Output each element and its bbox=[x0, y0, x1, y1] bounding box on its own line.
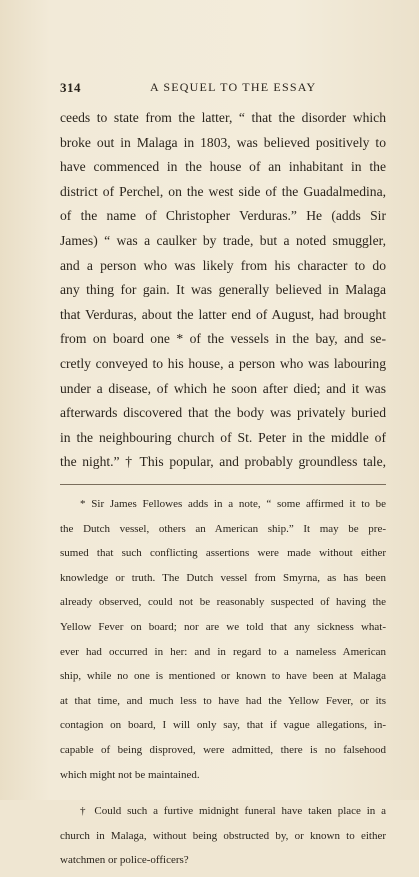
footnote-gap bbox=[60, 791, 386, 803]
footnote-line: church in Malaga, without being obstructed by, or known to either bbox=[60, 829, 386, 842]
footnote-line: at that time, and much less to have had the Yellow Fever, or its bbox=[60, 694, 386, 707]
footnote-line: † Could such a furtive midnight funeral have taken place in a bbox=[80, 805, 386, 818]
footnote-line: watchmen or police-officers? bbox=[60, 854, 189, 867]
text-line: afterwards discovered that the body was privately buried bbox=[60, 405, 386, 421]
text-line: under a disease, of which he soon after died; and it was bbox=[60, 380, 386, 396]
text-line: James) “ was a caulker by trade, but a noted smuggler, bbox=[60, 232, 386, 248]
text-line: district of Perchel, on the west side of the Guadalmedina, bbox=[60, 183, 386, 199]
text-line: cretly conveyed to his house, a person who was labouring bbox=[60, 355, 386, 371]
text-line: and a person who was likely from his character to do bbox=[60, 257, 386, 273]
footnote-line: contagion on board, I will only say, that if vague allegations, in- bbox=[60, 719, 386, 732]
text-line: have commenced in the house of an inhabitant in the bbox=[60, 159, 386, 175]
text-line: any thing for gain. It was generally believed in Malaga bbox=[60, 282, 386, 298]
footnote-line: Yellow Fever on board; nor are we told that any sickness what- bbox=[60, 620, 386, 633]
footnote-line: ever had occurred in her: and in regard to a nameless American bbox=[60, 645, 386, 658]
text-line: from on board one * of the vessels in the bay, and se- bbox=[60, 331, 386, 347]
text-line: broke out in Malaga in 1803, was believed positively to bbox=[60, 134, 386, 150]
footnote-line: which might not be maintained. bbox=[60, 768, 200, 781]
running-title: A SEQUEL TO THE ESSAY bbox=[150, 80, 317, 94]
footnotes bbox=[60, 496, 386, 877]
text-line: of the name of Christopher Verduras.” He (adds Sir bbox=[60, 208, 386, 224]
main-text bbox=[60, 106, 386, 475]
text-line: the night.” † This popular, and probably groundless tale, bbox=[60, 454, 386, 470]
footnote-line: ship, while no one is mentioned or known to have been at Malaga bbox=[60, 670, 386, 683]
text-line: in the neighbouring church of St. Peter in the middle of bbox=[60, 429, 386, 445]
footnote-divider bbox=[60, 484, 386, 485]
footnote-line: already observed, could not be reasonably suspected of having the bbox=[60, 596, 386, 609]
footnote-line: sumed that such conflicting assertions were made without either bbox=[60, 547, 386, 560]
footnote-line: knowledge or truth. The Dutch vessel from Smyrna, as has been bbox=[60, 571, 386, 584]
footnote-line: * Sir James Fellowes adds in a note, “ some affirmed it to be bbox=[80, 498, 386, 510]
text-line: that Verduras, about the latter end of August, had brought bbox=[60, 306, 386, 322]
footnote-line: the Dutch vessel, others an American ship.” It may be pre- bbox=[60, 522, 386, 535]
page-number: 314 bbox=[60, 80, 81, 95]
text-line: ceeds to state from the latter, “ that the disorder which bbox=[60, 110, 386, 125]
footnote-line: capable of being disproved, were admitted, there is no falsehood bbox=[60, 743, 386, 756]
